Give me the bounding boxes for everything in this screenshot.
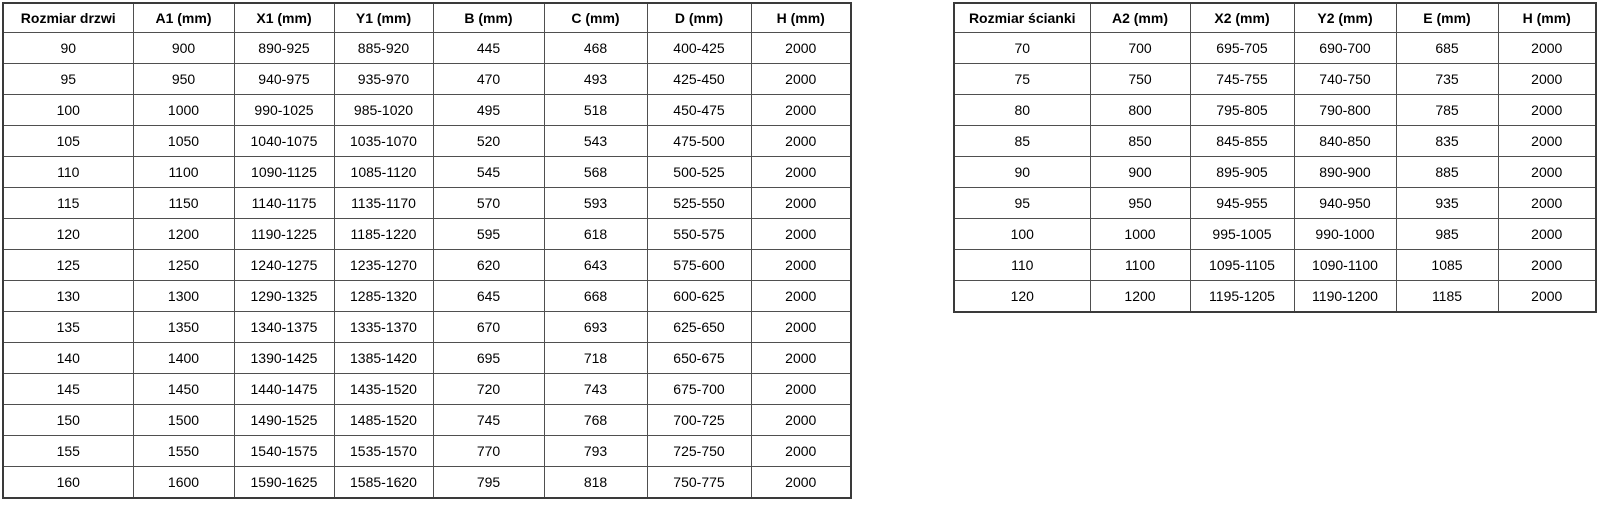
table-cell: 1440-1475 xyxy=(234,374,334,405)
table-cell: 130 xyxy=(3,281,133,312)
column-header: X2 (mm) xyxy=(1190,3,1294,33)
table-cell: 518 xyxy=(544,95,647,126)
table-cell: 70 xyxy=(954,33,1090,64)
table-cell: 668 xyxy=(544,281,647,312)
table-cell: 2000 xyxy=(751,33,851,64)
table-row xyxy=(954,157,1596,188)
column-header: B (mm) xyxy=(433,3,544,33)
door-table-header xyxy=(3,3,851,33)
table-row xyxy=(3,64,851,95)
table-cell: 470 xyxy=(433,64,544,95)
table-cell: 2000 xyxy=(751,126,851,157)
table-row xyxy=(3,33,851,64)
table-cell: 700-725 xyxy=(647,405,751,436)
table-cell: 1095-1105 xyxy=(1190,250,1294,281)
column-header: D (mm) xyxy=(647,3,751,33)
table-cell: 2000 xyxy=(1498,188,1596,219)
table-cell: 770 xyxy=(433,436,544,467)
table-row xyxy=(3,95,851,126)
table-cell: 1090-1100 xyxy=(1294,250,1396,281)
table-row xyxy=(954,126,1596,157)
table-row xyxy=(3,405,851,436)
table-cell: 1450 xyxy=(133,374,234,405)
table-cell: 1050 xyxy=(133,126,234,157)
column-header: X1 (mm) xyxy=(234,3,334,33)
table-cell: 850 xyxy=(1090,126,1190,157)
table-cell: 400-425 xyxy=(647,33,751,64)
table-cell: 840-850 xyxy=(1294,126,1396,157)
door-table-header-row xyxy=(3,3,851,33)
table-cell: 2000 xyxy=(751,467,851,499)
table-cell: 743 xyxy=(544,374,647,405)
column-header: E (mm) xyxy=(1396,3,1498,33)
table-cell: 1185-1220 xyxy=(334,219,433,250)
table-cell: 525-550 xyxy=(647,188,751,219)
table-cell: 900 xyxy=(1090,157,1190,188)
table-cell: 940-950 xyxy=(1294,188,1396,219)
table-cell: 1390-1425 xyxy=(234,343,334,374)
table-cell: 695 xyxy=(433,343,544,374)
table-cell: 1100 xyxy=(1090,250,1190,281)
table-cell: 768 xyxy=(544,405,647,436)
table-cell: 1185 xyxy=(1396,281,1498,313)
table-cell: 693 xyxy=(544,312,647,343)
table-cell: 120 xyxy=(954,281,1090,313)
door-size-table xyxy=(2,2,852,499)
table-cell: 620 xyxy=(433,250,544,281)
table-cell: 950 xyxy=(1090,188,1190,219)
table-cell: 2000 xyxy=(751,250,851,281)
table-cell: 1150 xyxy=(133,188,234,219)
column-header: A2 (mm) xyxy=(1090,3,1190,33)
table-cell: 1540-1575 xyxy=(234,436,334,467)
table-cell: 493 xyxy=(544,64,647,95)
door-table-body xyxy=(3,33,851,499)
table-cell: 593 xyxy=(544,188,647,219)
column-header: Rozmiar ścianki xyxy=(954,3,1090,33)
table-cell: 675-700 xyxy=(647,374,751,405)
table-cell: 950 xyxy=(133,64,234,95)
column-header: Y2 (mm) xyxy=(1294,3,1396,33)
table-cell: 795 xyxy=(433,467,544,499)
table-cell: 1090-1125 xyxy=(234,157,334,188)
table-cell: 445 xyxy=(433,33,544,64)
table-row xyxy=(3,126,851,157)
table-cell: 2000 xyxy=(751,188,851,219)
table-cell: 745 xyxy=(433,405,544,436)
table-cell: 100 xyxy=(3,95,133,126)
table-cell: 795-805 xyxy=(1190,95,1294,126)
table-cell: 2000 xyxy=(1498,33,1596,64)
table-row xyxy=(3,250,851,281)
table-cell: 160 xyxy=(3,467,133,499)
table-cell: 1340-1375 xyxy=(234,312,334,343)
table-cell: 935 xyxy=(1396,188,1498,219)
table-cell: 475-500 xyxy=(647,126,751,157)
table-cell: 90 xyxy=(3,33,133,64)
table-row xyxy=(3,219,851,250)
table-cell: 1535-1570 xyxy=(334,436,433,467)
table-cell: 1190-1225 xyxy=(234,219,334,250)
table-cell: 425-450 xyxy=(647,64,751,95)
table-cell: 85 xyxy=(954,126,1090,157)
table-cell: 745-755 xyxy=(1190,64,1294,95)
table-cell: 1085-1120 xyxy=(334,157,433,188)
table-cell: 800 xyxy=(1090,95,1190,126)
table-cell: 75 xyxy=(954,64,1090,95)
table-cell: 1190-1200 xyxy=(1294,281,1396,313)
table-cell: 793 xyxy=(544,436,647,467)
table-cell: 450-475 xyxy=(647,95,751,126)
table-cell: 2000 xyxy=(1498,219,1596,250)
table-cell: 1600 xyxy=(133,467,234,499)
table-cell: 735 xyxy=(1396,64,1498,95)
column-header: Y1 (mm) xyxy=(334,3,433,33)
table-cell: 1240-1275 xyxy=(234,250,334,281)
table-cell: 935-970 xyxy=(334,64,433,95)
table-cell: 890-925 xyxy=(234,33,334,64)
table-cell: 468 xyxy=(544,33,647,64)
table-cell: 595 xyxy=(433,219,544,250)
table-cell: 543 xyxy=(544,126,647,157)
table-cell: 80 xyxy=(954,95,1090,126)
table-cell: 2000 xyxy=(1498,126,1596,157)
table-cell: 985 xyxy=(1396,219,1498,250)
table-cell: 818 xyxy=(544,467,647,499)
table-cell: 95 xyxy=(3,64,133,95)
table-row xyxy=(954,188,1596,219)
wall-table-header xyxy=(954,3,1596,33)
table-cell: 1585-1620 xyxy=(334,467,433,499)
table-cell: 885 xyxy=(1396,157,1498,188)
table-cell: 650-675 xyxy=(647,343,751,374)
table-cell: 695-705 xyxy=(1190,33,1294,64)
column-header: H (mm) xyxy=(1498,3,1596,33)
table-cell: 568 xyxy=(544,157,647,188)
table-cell: 125 xyxy=(3,250,133,281)
table-cell: 1335-1370 xyxy=(334,312,433,343)
table-cell: 900 xyxy=(133,33,234,64)
table-cell: 550-575 xyxy=(647,219,751,250)
table-cell: 2000 xyxy=(751,219,851,250)
table-cell: 720 xyxy=(433,374,544,405)
table-cell: 1000 xyxy=(133,95,234,126)
table-cell: 1485-1520 xyxy=(334,405,433,436)
table-cell: 2000 xyxy=(751,281,851,312)
table-cell: 2000 xyxy=(1498,250,1596,281)
table-row xyxy=(954,281,1596,313)
table-cell: 1590-1625 xyxy=(234,467,334,499)
table-cell: 835 xyxy=(1396,126,1498,157)
table-row xyxy=(954,64,1596,95)
table-cell: 1140-1175 xyxy=(234,188,334,219)
table-cell: 1200 xyxy=(1090,281,1190,313)
table-cell: 1040-1075 xyxy=(234,126,334,157)
column-header: Rozmiar drzwi xyxy=(3,3,133,33)
table-row xyxy=(3,312,851,343)
table-cell: 990-1025 xyxy=(234,95,334,126)
table-row xyxy=(954,250,1596,281)
table-cell: 2000 xyxy=(1498,64,1596,95)
table-cell: 718 xyxy=(544,343,647,374)
table-cell: 940-975 xyxy=(234,64,334,95)
table-cell: 2000 xyxy=(751,312,851,343)
table-cell: 150 xyxy=(3,405,133,436)
table-cell: 645 xyxy=(433,281,544,312)
table-cell: 885-920 xyxy=(334,33,433,64)
table-cell: 520 xyxy=(433,126,544,157)
table-cell: 545 xyxy=(433,157,544,188)
table-cell: 990-1000 xyxy=(1294,219,1396,250)
table-cell: 1250 xyxy=(133,250,234,281)
wall-table-header-row xyxy=(954,3,1596,33)
table-cell: 618 xyxy=(544,219,647,250)
table-cell: 750-775 xyxy=(647,467,751,499)
table-cell: 2000 xyxy=(751,64,851,95)
table-cell: 740-750 xyxy=(1294,64,1396,95)
table-row xyxy=(3,281,851,312)
table-cell: 1400 xyxy=(133,343,234,374)
table-cell: 110 xyxy=(3,157,133,188)
table-cell: 690-700 xyxy=(1294,33,1396,64)
wall-size-table xyxy=(953,2,1597,313)
column-header: C (mm) xyxy=(544,3,647,33)
table-cell: 110 xyxy=(954,250,1090,281)
table-row xyxy=(954,33,1596,64)
wall-table-body xyxy=(954,33,1596,313)
table-cell: 2000 xyxy=(751,374,851,405)
table-cell: 500-525 xyxy=(647,157,751,188)
table-cell: 495 xyxy=(433,95,544,126)
table-cell: 1490-1525 xyxy=(234,405,334,436)
table-cell: 685 xyxy=(1396,33,1498,64)
table-cell: 140 xyxy=(3,343,133,374)
table-cell: 2000 xyxy=(751,436,851,467)
table-cell: 1135-1170 xyxy=(334,188,433,219)
table-row xyxy=(3,436,851,467)
table-cell: 845-855 xyxy=(1190,126,1294,157)
table-cell: 2000 xyxy=(1498,157,1596,188)
table-row xyxy=(954,219,1596,250)
table-cell: 945-955 xyxy=(1190,188,1294,219)
table-cell: 575-600 xyxy=(647,250,751,281)
table-cell: 95 xyxy=(954,188,1090,219)
table-cell: 1350 xyxy=(133,312,234,343)
table-cell: 105 xyxy=(3,126,133,157)
table-cell: 1200 xyxy=(133,219,234,250)
table-cell: 2000 xyxy=(751,157,851,188)
table-cell: 115 xyxy=(3,188,133,219)
table-cell: 145 xyxy=(3,374,133,405)
table-cell: 2000 xyxy=(1498,281,1596,313)
table-cell: 1285-1320 xyxy=(334,281,433,312)
table-row xyxy=(3,188,851,219)
table-cell: 1385-1420 xyxy=(334,343,433,374)
table-cell: 670 xyxy=(433,312,544,343)
table-cell: 155 xyxy=(3,436,133,467)
table-cell: 895-905 xyxy=(1190,157,1294,188)
table-cell: 135 xyxy=(3,312,133,343)
table-cell: 1035-1070 xyxy=(334,126,433,157)
table-cell: 2000 xyxy=(751,405,851,436)
table-cell: 890-900 xyxy=(1294,157,1396,188)
table-cell: 90 xyxy=(954,157,1090,188)
table-cell: 1235-1270 xyxy=(334,250,433,281)
table-row xyxy=(3,467,851,499)
table-cell: 785 xyxy=(1396,95,1498,126)
table-cell: 750 xyxy=(1090,64,1190,95)
column-header: H (mm) xyxy=(751,3,851,33)
table-cell: 2000 xyxy=(751,343,851,374)
table-cell: 1435-1520 xyxy=(334,374,433,405)
table-cell: 2000 xyxy=(751,95,851,126)
table-cell: 600-625 xyxy=(647,281,751,312)
table-cell: 995-1005 xyxy=(1190,219,1294,250)
table-cell: 1300 xyxy=(133,281,234,312)
table-cell: 1100 xyxy=(133,157,234,188)
table-cell: 700 xyxy=(1090,33,1190,64)
table-cell: 643 xyxy=(544,250,647,281)
table-cell: 1000 xyxy=(1090,219,1190,250)
table-cell: 1195-1205 xyxy=(1190,281,1294,313)
table-cell: 985-1020 xyxy=(334,95,433,126)
table-cell: 2000 xyxy=(1498,95,1596,126)
column-header: A1 (mm) xyxy=(133,3,234,33)
table-row xyxy=(954,95,1596,126)
table-cell: 790-800 xyxy=(1294,95,1396,126)
table-cell: 570 xyxy=(433,188,544,219)
table-cell: 1290-1325 xyxy=(234,281,334,312)
table-cell: 1550 xyxy=(133,436,234,467)
table-cell: 120 xyxy=(3,219,133,250)
table-cell: 1085 xyxy=(1396,250,1498,281)
table-cell: 625-650 xyxy=(647,312,751,343)
table-row xyxy=(3,157,851,188)
table-cell: 725-750 xyxy=(647,436,751,467)
table-row xyxy=(3,343,851,374)
table-row xyxy=(3,374,851,405)
table-cell: 1500 xyxy=(133,405,234,436)
table-cell: 100 xyxy=(954,219,1090,250)
